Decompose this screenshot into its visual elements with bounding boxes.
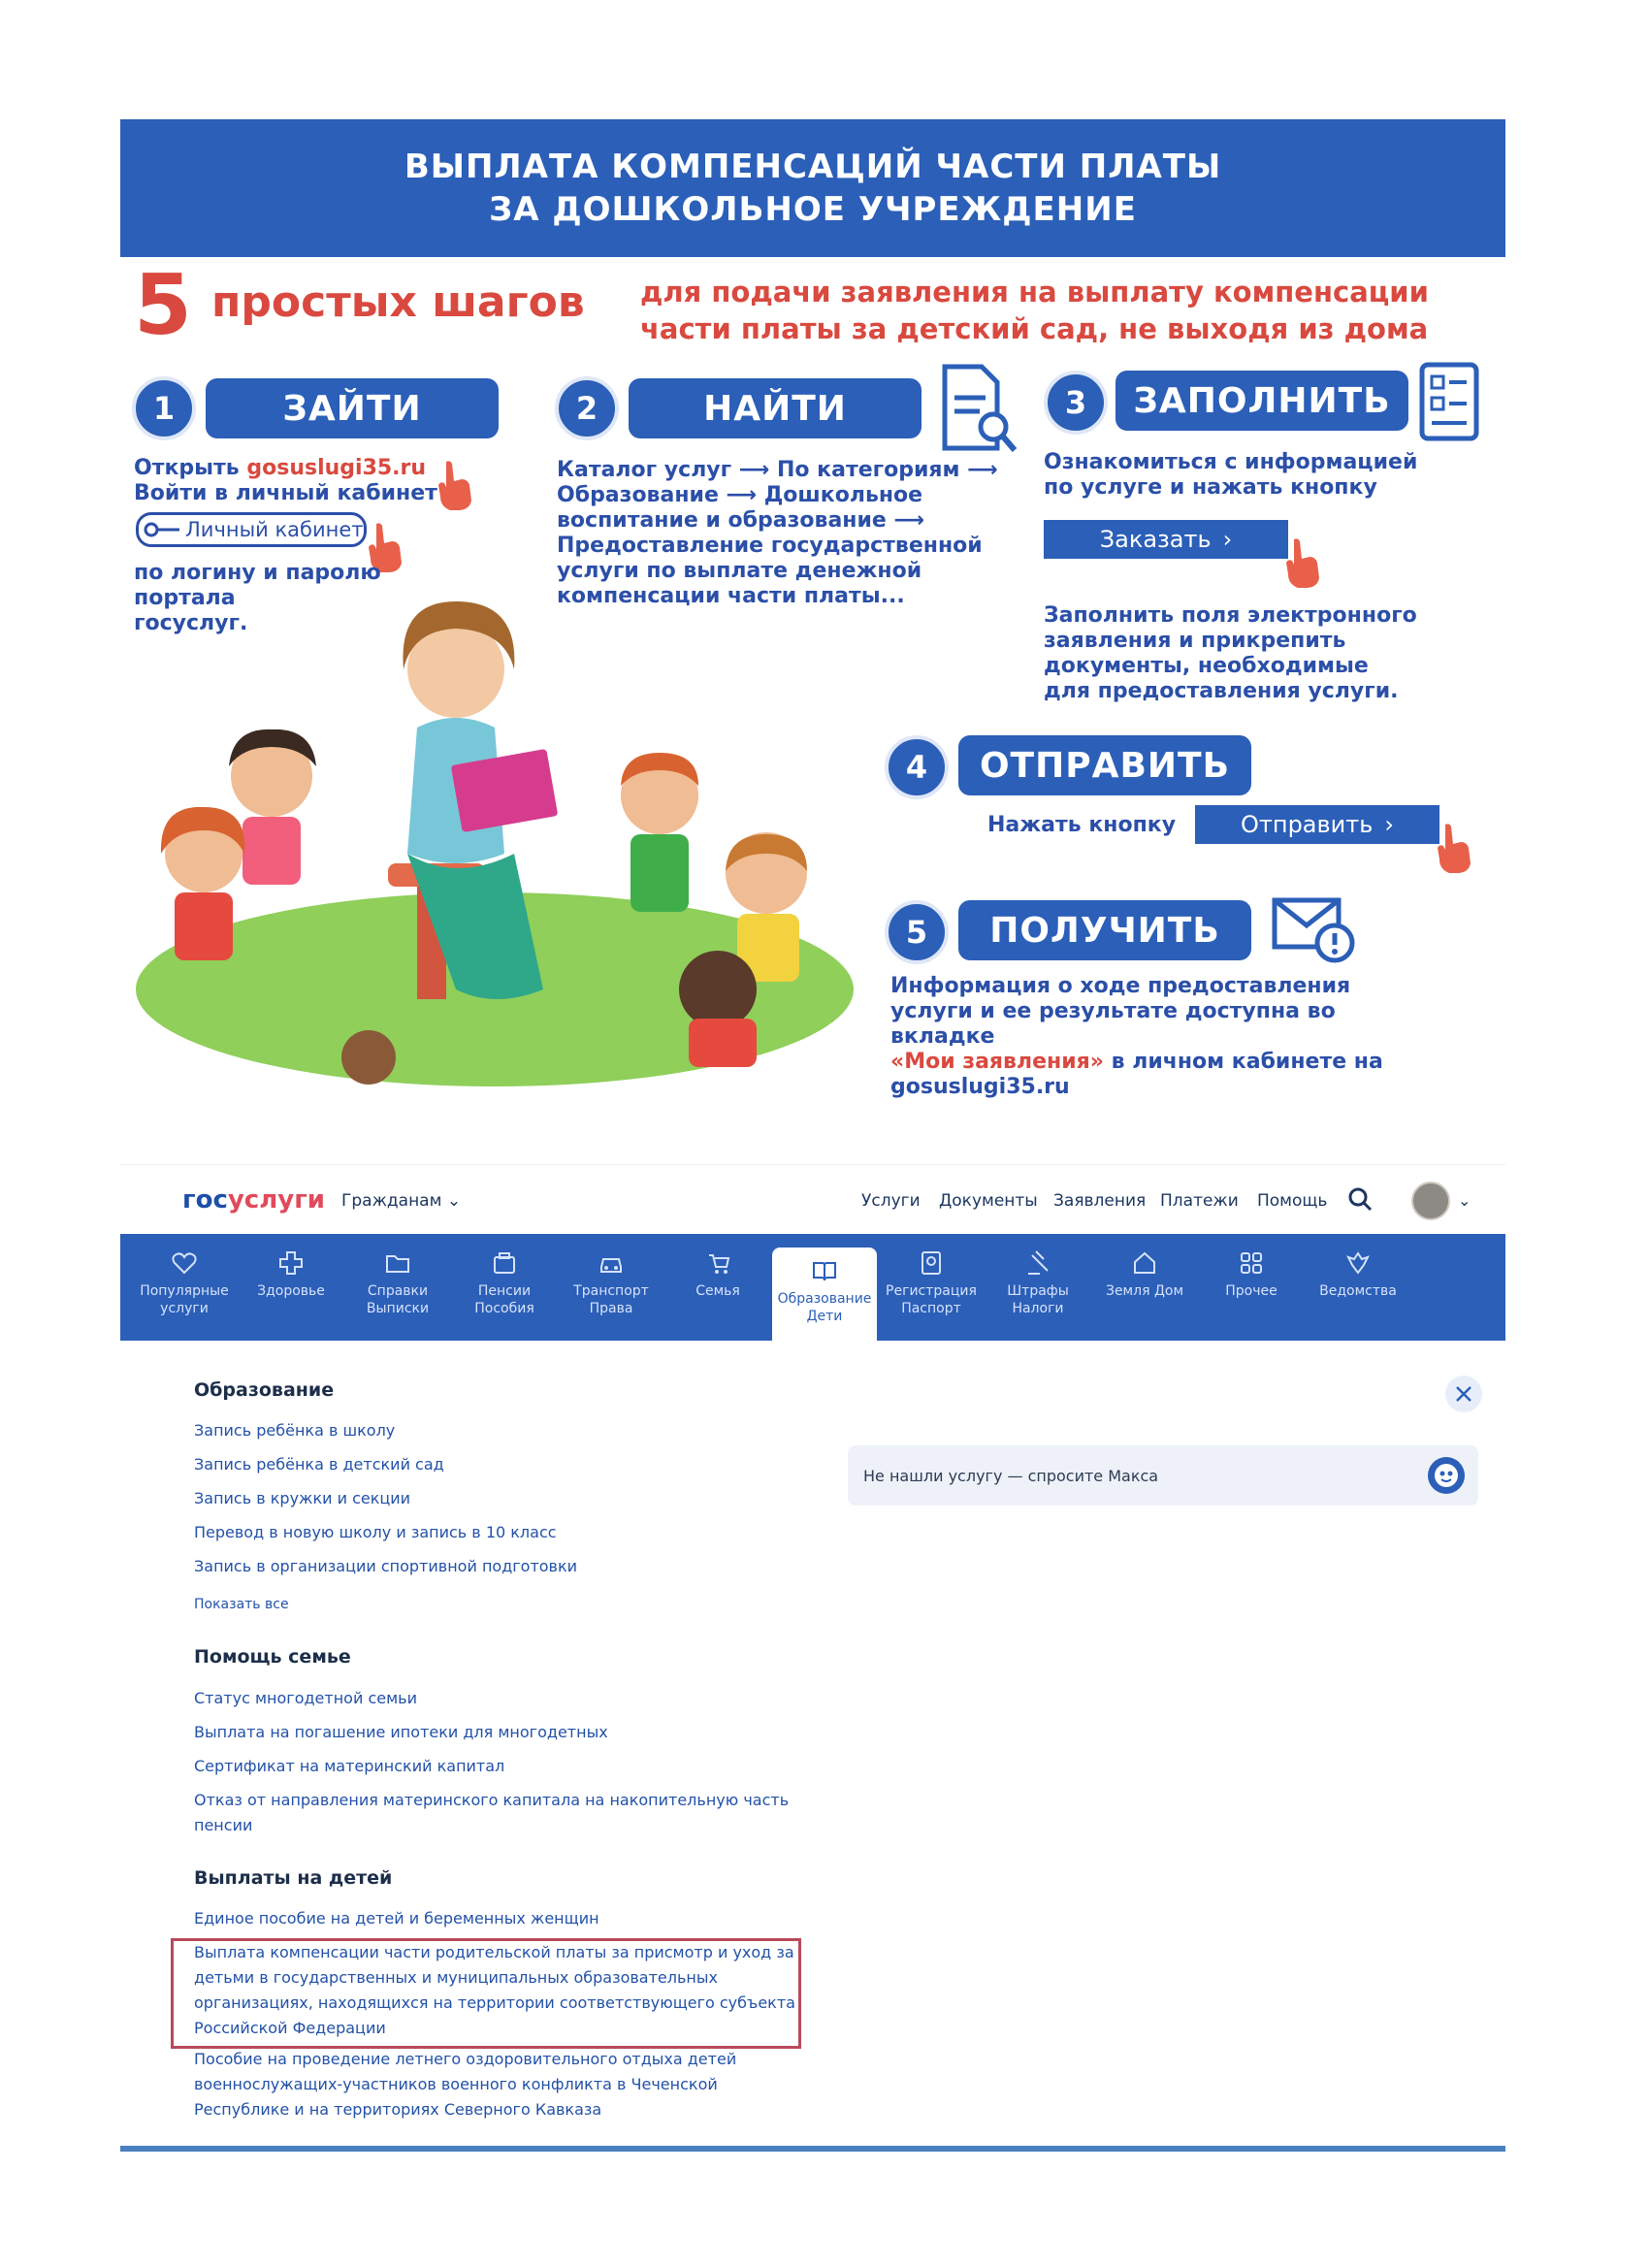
top-link-help[interactable]: Помощь <box>1257 1191 1328 1211</box>
step5-label: ПОЛУЧИТЬ <box>958 900 1251 960</box>
chevron-right-icon: › <box>1222 526 1233 553</box>
service-link-line: Российской Федерации <box>194 2019 386 2037</box>
step4-label: ОТПРАВИТЬ <box>958 735 1251 795</box>
car-icon <box>598 1249 625 1277</box>
ask-assistant-text: Не нашли услугу — спросите Макса <box>863 1466 1159 1485</box>
step3-after-line: заявления и прикрепить <box>1044 629 1346 653</box>
logo-gos: гос <box>182 1185 228 1215</box>
nav-land-home[interactable] <box>1092 1234 1197 1341</box>
step1-line5: госуслуг. <box>134 611 248 635</box>
nav-registration[interactable] <box>879 1234 984 1341</box>
nav-label: Дети <box>806 1309 843 1324</box>
nav-pensions[interactable] <box>452 1234 557 1341</box>
step2-line: воспитание и образование ⟶ <box>557 508 925 533</box>
service-link-line: Пособие на проведение летнего оздоровительного отдыха детей <box>194 2050 737 2068</box>
nav-agencies[interactable] <box>1306 1234 1410 1341</box>
top-link-payments[interactable]: Платежи <box>1160 1191 1239 1211</box>
steps-subtitle <box>640 274 1494 347</box>
citizens-dropdown[interactable]: Гражданам ⌄ <box>341 1191 462 1211</box>
service-link-line: детьми в государственных и муниципальных образовательных <box>194 1968 718 1987</box>
step5-text <box>890 974 1434 1100</box>
heart-icon <box>171 1249 198 1277</box>
nav-label: Справки <box>367 1283 429 1299</box>
step3-after-line: документы, необходимые <box>1044 654 1369 678</box>
step1-label: ЗАЙТИ <box>206 378 499 438</box>
nav-label: Транспорт <box>573 1283 649 1299</box>
top-link-documents[interactable]: Документы <box>939 1191 1038 1211</box>
service-link[interactable]: Статус многодетной семьи <box>194 1689 417 1707</box>
nav-transport[interactable] <box>559 1234 663 1341</box>
step1-line3: по логину и паролю <box>134 561 381 585</box>
step1-line4: портала <box>134 586 236 610</box>
step1-line2: Войти в личный кабинет <box>134 481 437 505</box>
cabinet-label: Личный кабинет <box>185 518 364 541</box>
house-icon <box>1131 1249 1158 1277</box>
step1-site-link: gosuslugi35.ru <box>246 456 427 480</box>
nav-label: Права <box>589 1301 633 1316</box>
top-link-services[interactable]: Услуги <box>861 1191 921 1211</box>
nav-label: Регистрация <box>886 1283 977 1299</box>
hand-pointer-icon <box>1280 535 1325 590</box>
gosuslugi-logo[interactable] <box>182 1185 325 1215</box>
nav-education[interactable] <box>772 1247 877 1341</box>
step2-label: НАЙТИ <box>629 378 922 438</box>
gavel-icon <box>1024 1249 1051 1277</box>
step5-line4: gosuslugi35.ru <box>890 1075 1070 1099</box>
service-link-line: Выплата компенсации части родительской платы за присмотр и уход за <box>194 1943 794 1961</box>
step3-text <box>1044 450 1471 501</box>
stroller-icon <box>704 1249 731 1277</box>
step2-line: компенсации части платы... <box>557 584 905 608</box>
chevron-down-icon[interactable]: ⌄ <box>1458 1191 1471 1210</box>
wallet-icon <box>491 1249 518 1277</box>
service-link[interactable]: Сертификат на материнский капитал <box>194 1757 505 1775</box>
nav-label: Прочее <box>1225 1283 1277 1299</box>
nav-label: Налоги <box>1012 1301 1064 1316</box>
poster-banner <box>120 119 1505 257</box>
send-button-label: Отправить <box>1241 811 1374 838</box>
form-icon <box>1418 361 1480 442</box>
order-button-label: Заказать <box>1099 526 1212 553</box>
step2-line: Каталог услуг ⟶ По категориям ⟶ <box>557 458 998 482</box>
nav-label: Здоровье <box>257 1283 325 1299</box>
nav-popular[interactable] <box>132 1234 237 1341</box>
service-link[interactable]: Запись ребёнка в школу <box>194 1421 396 1440</box>
key-icon <box>143 521 181 538</box>
robot-face-icon <box>1428 1457 1465 1494</box>
service-link-line: организациях, находящихся на территории соответствующего субъекта <box>194 1993 795 2012</box>
nav-family[interactable] <box>665 1234 770 1341</box>
logo-uslugi: услуги <box>227 1185 326 1215</box>
service-link[interactable]: Запись ребёнка в детский сад <box>194 1455 444 1474</box>
nav-label: Земля Дом <box>1105 1283 1184 1299</box>
show-all-link[interactable]: Показать все <box>194 1597 289 1612</box>
close-icon <box>1454 1384 1473 1404</box>
service-link[interactable]: Единое пособие на детей и беременных женщин <box>194 1909 599 1928</box>
ask-assistant-box[interactable] <box>848 1445 1478 1506</box>
step2-line: услуги по выплате денежной <box>557 559 922 583</box>
step5-number: 5 <box>885 900 949 964</box>
passport-icon <box>918 1249 945 1277</box>
nav-label: Паспорт <box>901 1301 961 1316</box>
nav-certificates[interactable] <box>345 1234 450 1341</box>
service-link[interactable]: Запись в организации спортивной подготовки <box>194 1557 578 1575</box>
nav-label: Выписки <box>366 1301 430 1316</box>
nav-label: Образование <box>777 1291 872 1307</box>
nav-label: Штрафы <box>1007 1283 1069 1299</box>
step5-line2: услуги и ее результате доступна во вкладке <box>890 999 1336 1049</box>
grid-icon <box>1238 1249 1265 1277</box>
highlight-frame <box>171 1938 801 2049</box>
step3-line2: по услуге и нажать кнопку <box>1044 475 1377 500</box>
search-icon[interactable] <box>1346 1185 1374 1213</box>
step2-line: Предоставление государственной <box>557 534 983 558</box>
top-link-applications[interactable]: Заявления <box>1053 1191 1147 1211</box>
service-link[interactable]: Отказ от направления материнского капитала на накопительную часть <box>194 1791 790 1809</box>
nav-label: Семья <box>695 1283 740 1299</box>
step3-text-after <box>1044 603 1471 704</box>
nav-health[interactable] <box>239 1234 343 1341</box>
step3-line1: Ознакомиться с информацией <box>1044 450 1418 474</box>
emblem-icon <box>1344 1249 1372 1277</box>
service-link[interactable]: пенсии <box>194 1816 253 1834</box>
service-link[interactable]: Перевод в новую школу и запись в 10 класс <box>194 1523 557 1541</box>
envelope-alert-icon <box>1271 892 1358 966</box>
service-link[interactable]: Выплата на погашение ипотеки для многодетных <box>194 1723 608 1741</box>
robot-assistant-icon[interactable] <box>1428 1457 1465 1494</box>
steps-number: 5 <box>134 257 192 354</box>
nav-label: Ведомства <box>1319 1283 1397 1299</box>
step2-line: Образование ⟶ Дошкольное <box>557 483 923 507</box>
nav-label: Пособия <box>474 1301 534 1316</box>
send-button-illustration <box>1195 805 1439 844</box>
chevron-right-icon: › <box>1384 811 1394 838</box>
medical-cross-icon <box>277 1249 305 1277</box>
nav-label: Популярные <box>140 1283 229 1299</box>
step3-label: ЗАПОЛНИТЬ <box>1116 371 1408 431</box>
step3-after-line: для предоставления услуги. <box>1044 679 1399 703</box>
my-applications-label: «Мои заявления» <box>890 1050 1104 1074</box>
section-title-payments: Выплаты на детей <box>194 1867 393 1889</box>
step1-number: 1 <box>132 376 196 440</box>
step3-number: 3 <box>1044 371 1108 435</box>
nav-label: услуги <box>160 1301 209 1316</box>
cabinet-badge <box>136 512 367 547</box>
nav-other[interactable] <box>1199 1234 1304 1341</box>
service-link-summer-rest[interactable] <box>194 2047 736 2122</box>
section-title-family: Помощь семье <box>194 1646 351 1668</box>
folder-icon <box>384 1249 411 1277</box>
nav-label: Пенсии <box>477 1283 532 1299</box>
step2-number: 2 <box>555 376 619 440</box>
step5-line1: Информация о ходе предоставления <box>890 974 1351 998</box>
bottom-divider <box>120 2146 1505 2152</box>
service-link[interactable]: Запись в кружки и секции <box>194 1489 411 1507</box>
hand-pointer-icon <box>433 458 477 512</box>
category-nav <box>120 1234 1505 1341</box>
book-icon <box>811 1257 838 1284</box>
step4-number: 4 <box>885 735 949 799</box>
teacher-children-illustration <box>136 563 892 1086</box>
step5-line3-rest: в личном кабинете на <box>1103 1050 1383 1074</box>
hand-pointer-icon <box>1432 821 1476 875</box>
service-link-line: военнослужащих-участников военного конфликта в Чеченской <box>194 2075 718 2093</box>
avatar[interactable] <box>1411 1182 1450 1220</box>
order-button-illustration <box>1044 520 1288 559</box>
step4-text: Нажать кнопку <box>987 813 1177 837</box>
close-button[interactable] <box>1445 1376 1482 1412</box>
steps-subtitle-line2: части платы за детский сад, не выходя из дома <box>640 312 1429 345</box>
poster-title-line2: ЗА ДОШКОЛЬНОЕ УЧРЕЖДЕНИЕ <box>489 190 1137 229</box>
service-link-line: Республике и на территориях Северного Кавказа <box>194 2100 602 2119</box>
section-title-education: Образование <box>194 1379 335 1401</box>
step1-line1-prefix: Открыть <box>134 456 247 480</box>
steps-word: простых шагов <box>211 277 585 327</box>
poster-title-line1: ВЫПЛАТА КОМПЕНСАЦИЙ ЧАСТИ ПЛАТЫ <box>404 147 1222 186</box>
step3-after-line: Заполнить поля электронного <box>1044 603 1417 628</box>
document-search-icon <box>937 363 1018 456</box>
steps-subtitle-line1: для подачи заявления на выплату компенсации <box>640 275 1429 308</box>
nav-fines[interactable] <box>986 1234 1090 1341</box>
